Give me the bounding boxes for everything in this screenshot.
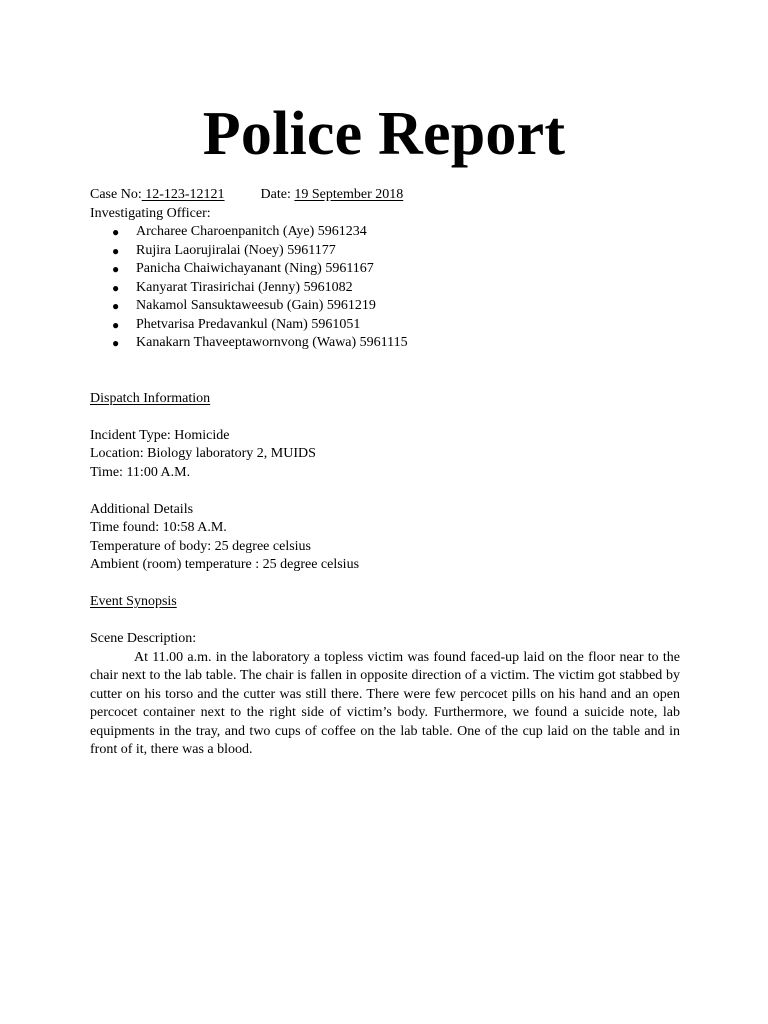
bullet-icon: ● bbox=[112, 336, 120, 350]
ambient-temperature: Ambient (room) temperature : 25 degree celsius bbox=[90, 557, 360, 572]
case-date-row bbox=[90, 186, 680, 205]
investigating-officer-label: Investigating Officer: bbox=[90, 205, 211, 221]
bullet-icon: ● bbox=[112, 243, 120, 258]
officer-name: Nakamol Sansuktaweesub (Gain) 5961219 bbox=[136, 298, 376, 313]
event-synopsis-heading: Event Synopsis bbox=[90, 594, 177, 609]
list-item bbox=[90, 334, 680, 353]
incident-time: Time: 11:00 A.M. bbox=[90, 464, 191, 480]
officer-name: Archaree Charoenpanitch (Aye) 5961234 bbox=[136, 224, 367, 239]
date-label: Date: bbox=[260, 187, 291, 202]
bullet-icon: ● bbox=[112, 299, 120, 313]
officer-name: Phetvarisa Predavankul (Nam) 5961051 bbox=[136, 316, 361, 332]
officer-name: Rujira Laorujiralai (Noey) 5961177 bbox=[136, 242, 336, 258]
incident-location: Location: Biology laboratory 2, MUIDS bbox=[90, 446, 316, 461]
page-title: Police Report bbox=[202, 100, 566, 168]
officer-name: Kanyarat Tirasirichai (Jenny) 5961082 bbox=[136, 279, 353, 295]
incident-type: Incident Type: Homicide bbox=[90, 427, 230, 443]
case-no-label: Case No: bbox=[90, 187, 142, 202]
bullet-icon: ● bbox=[112, 225, 120, 239]
officer-name: Panicha Chaiwichayanant (Ning) 5961167 bbox=[136, 261, 374, 276]
bullet-icon: ● bbox=[112, 262, 120, 276]
body-temperature: Temperature of body: 25 degree celsius bbox=[90, 538, 311, 554]
bullet-icon: ● bbox=[112, 280, 120, 295]
list-item bbox=[90, 223, 680, 242]
list-item bbox=[90, 279, 680, 298]
bullet-icon: ● bbox=[112, 317, 120, 332]
time-found: Time found: 10:58 A.M. bbox=[90, 520, 227, 535]
list-item bbox=[90, 316, 680, 335]
officer-name: Kanakarn Thaveeptawornvong (Wawa) 5961115 bbox=[136, 335, 408, 350]
scene-description-label: Scene Description: bbox=[90, 631, 197, 646]
additional-details-heading: Additional Details bbox=[90, 501, 194, 517]
list-item bbox=[90, 260, 680, 279]
scene-description-paragraph: At 11.00 a.m. in the laboratory a topless victim was found faced-up laid on the floor near to the chair next to the lab table. The chair is fallen in opposite direction of a victim. The victim got stabbed by cutter on his torso and the cutter was still there. There were few percocet pills on his hand and an open percocet container next to the right side of victim’s body. Furthermore, we found a suicide note, lab equipments in the tray, and two cups of coffee on the lab table. One of the cup laid on the table and in front of it, there was a blood. bbox=[90, 649, 680, 757]
officer-list bbox=[90, 223, 680, 353]
report-body bbox=[90, 186, 680, 760]
case-no-value: 12-123-12121 bbox=[141, 187, 225, 202]
date-value: 19 September 2018 bbox=[294, 187, 404, 202]
dispatch-heading: Dispatch Information bbox=[90, 390, 211, 406]
list-item bbox=[90, 242, 680, 261]
list-item bbox=[90, 297, 680, 316]
